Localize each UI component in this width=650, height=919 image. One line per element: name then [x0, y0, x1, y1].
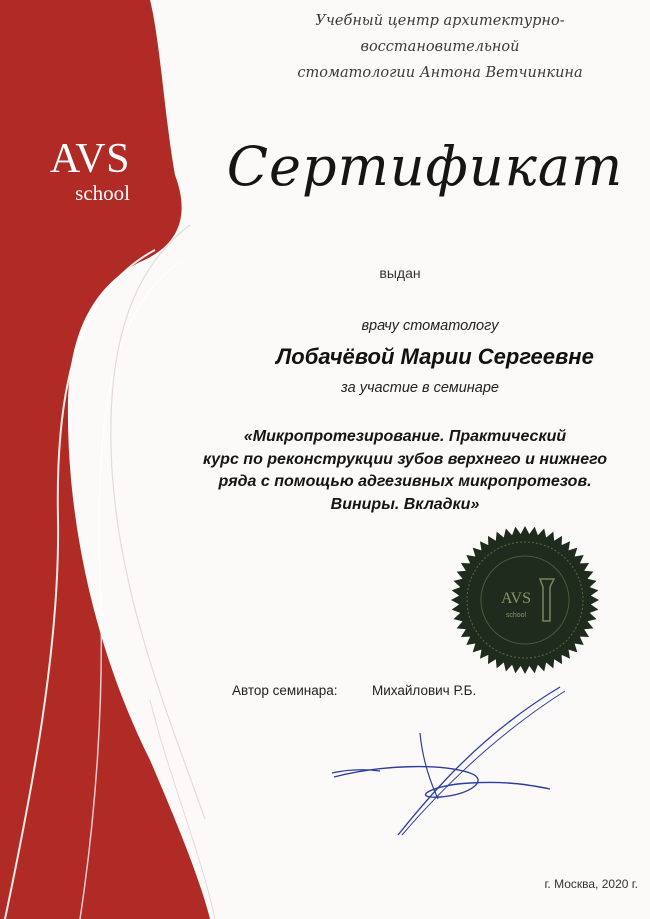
author-signature	[320, 685, 580, 845]
avs-school-logo	[20, 138, 130, 204]
course-title-line: ряда с помощью адгезивных микропротезов.	[218, 473, 592, 490]
logo-sub-text: school	[75, 181, 130, 205]
course-title-line: Виниры. Вкладки»	[330, 495, 480, 513]
issued-label: выдан	[379, 265, 421, 281]
header-line: стоматологии Антона Ветчинкина	[297, 65, 583, 81]
header-line: Учебный центр архитектурно-восстановительной	[315, 13, 565, 55]
seal-logo-text: AVS	[501, 590, 531, 607]
city-date: г. Москва, 2020 г.	[544, 877, 638, 891]
course-title-line: курс по реконструкции зубов верхнего и нижнего	[202, 450, 608, 468]
profession-label: врачу стоматологу	[361, 318, 499, 334]
author-name: Михайлович Р.Б.	[372, 683, 477, 698]
training-center-header	[240, 8, 640, 86]
recipient-name: Лобачёвой Марии Сергеевне	[276, 344, 594, 369]
logo-main-text: AVS	[49, 136, 130, 182]
embossed-seal	[450, 525, 600, 675]
certificate-title: Сертификат	[226, 135, 624, 198]
participation-label: за участие в семинаре	[341, 380, 499, 396]
course-title-line: «Микропротезирование. Практический	[243, 428, 567, 445]
author-label: Автор семинара:	[232, 683, 338, 698]
course-title	[175, 426, 635, 516]
seal-logo-subtext: school	[505, 612, 527, 619]
